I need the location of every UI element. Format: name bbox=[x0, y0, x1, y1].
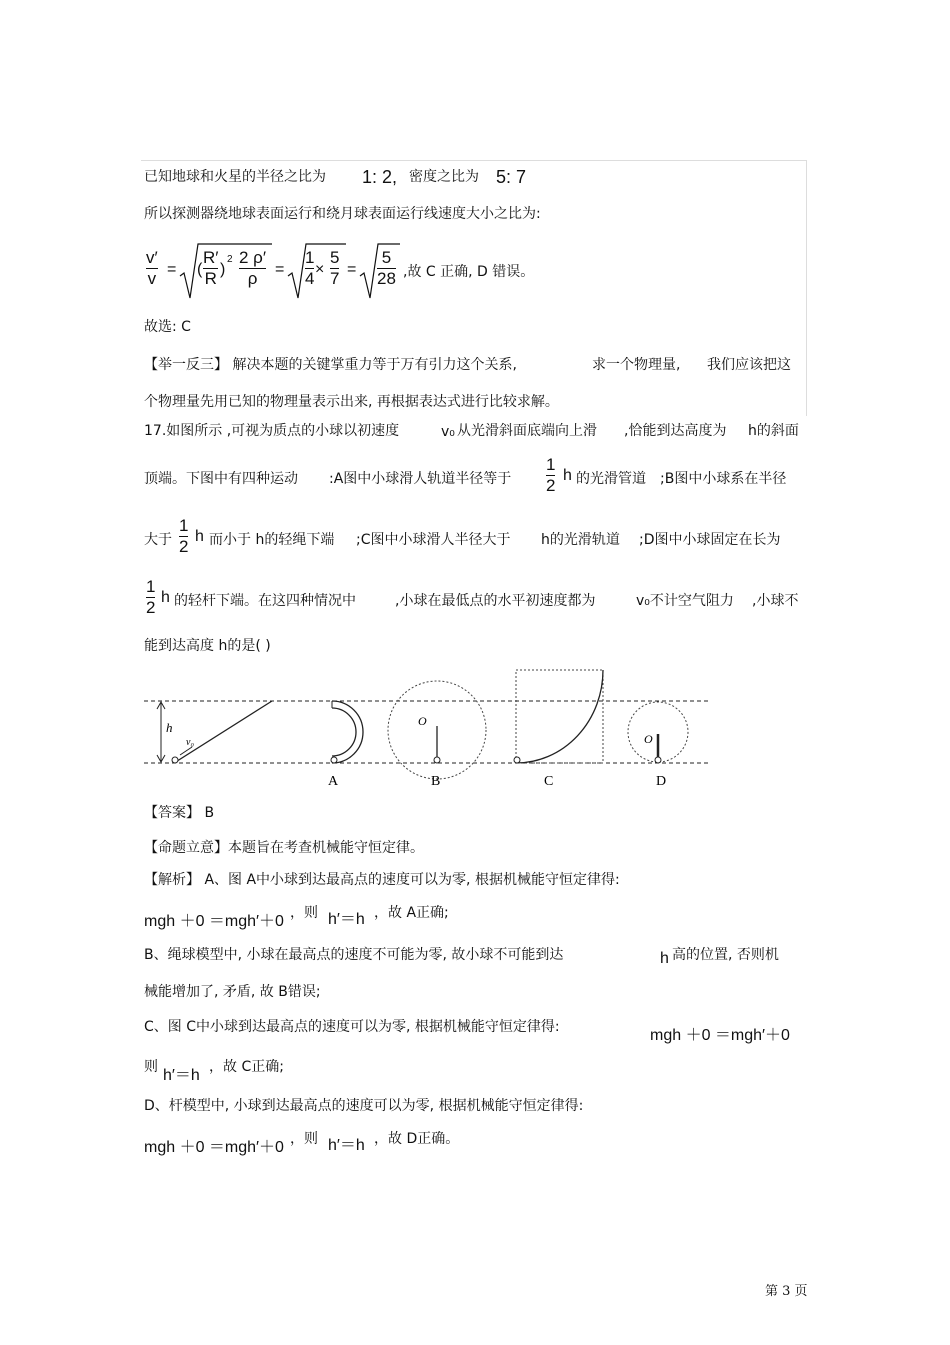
eq-a: mgh ＋0 ＝mgh′＋0 bbox=[144, 913, 284, 930]
half-fraction-2 bbox=[179, 516, 188, 557]
result-c: h′＝h bbox=[163, 1067, 200, 1084]
q17-line1-b: 从光滑斜面底端向上滑 bbox=[457, 423, 597, 439]
motion-figure bbox=[144, 668, 714, 793]
h-label: h bbox=[166, 720, 173, 735]
q17-line4-c: ,小球在最低点的水平初速度都为 bbox=[395, 593, 596, 609]
q17-line4-b: 的轻杆下端。在这四种情况中 bbox=[174, 593, 356, 609]
formula-conclusion: ,故 C 正确, D 错误。 bbox=[403, 264, 535, 280]
tip-line-1c: 我们应该把这 bbox=[707, 357, 791, 373]
analysis-intro: 【解析】 A、图 A中小球到达最高点的速度可以为零, 根据机械能守恒定律得: bbox=[144, 872, 620, 888]
choose-line: 故选: C bbox=[144, 319, 191, 335]
frac-r bbox=[203, 248, 218, 289]
v0-label: v₀ bbox=[186, 737, 194, 748]
frac-den: ρ bbox=[247, 269, 258, 288]
frac-num: 1 bbox=[546, 455, 556, 474]
then-d: ，则 bbox=[290, 1131, 318, 1147]
result-a: h′＝h bbox=[328, 911, 365, 928]
ball-incline bbox=[172, 757, 178, 763]
paren-close: ) bbox=[220, 261, 226, 278]
incline bbox=[174, 701, 272, 763]
q17-line1-a: 17.如图所示 ,可视为质点的小球以初速度 bbox=[144, 423, 400, 439]
page-number: 第 3 页 bbox=[765, 1284, 808, 1299]
frac-num: 1 bbox=[146, 577, 156, 596]
equals-2: = bbox=[275, 261, 285, 278]
q17-line4-e: ,小球不 bbox=[752, 593, 799, 609]
v0-arrow bbox=[180, 747, 192, 755]
label-d: D bbox=[656, 774, 667, 789]
frac-den: 4 bbox=[305, 269, 315, 288]
analysis-b2: 械能增加了, 矛盾, 故 B错误; bbox=[144, 984, 321, 1000]
frac-den: 2 bbox=[179, 537, 189, 556]
frac-num: v′ bbox=[146, 248, 158, 267]
conclusion-a: ，故 A正确; bbox=[374, 905, 449, 921]
eq-d: mgh ＋0 ＝mgh′＋0 bbox=[144, 1139, 284, 1156]
h-symbol-2: h bbox=[195, 528, 204, 545]
q17-line3-c: ;C图中小球滑人半径大于 bbox=[356, 532, 511, 548]
q17-line3-a: 大于 bbox=[144, 532, 172, 548]
frac-den: R bbox=[204, 269, 217, 288]
center-o-d: O bbox=[644, 732, 653, 746]
q17-line3-e: ;D图中小球固定在长为 bbox=[639, 532, 781, 548]
track-frame bbox=[516, 670, 603, 763]
center-o-b: O bbox=[418, 714, 427, 728]
frac-b bbox=[330, 248, 339, 289]
q17-line2-a: 顶端。下图中有四种运动 bbox=[144, 471, 298, 487]
q17-line2-c: 的光滑管道 bbox=[576, 471, 646, 487]
analysis-d1: D、杆模型中, 小球到达最高点的速度可以为零, 根据机械能守恒定律得: bbox=[144, 1098, 584, 1114]
half-fraction-3 bbox=[146, 577, 155, 618]
frac-num: 1 bbox=[305, 248, 315, 267]
frac-rho bbox=[239, 248, 266, 289]
paren-open: ( bbox=[197, 261, 203, 278]
tube-outer bbox=[332, 701, 363, 763]
radius-ratio: 1: 2, bbox=[362, 167, 398, 187]
frac-c bbox=[377, 248, 396, 289]
frac-v bbox=[146, 248, 158, 289]
square-exp: 2 bbox=[227, 254, 233, 265]
equals-3: = bbox=[347, 261, 357, 278]
q17-line2-b: :A图中小球滑人轨道半径等于 bbox=[329, 471, 512, 487]
frac-num: 2 ρ′ bbox=[239, 248, 267, 267]
analysis-b1: B、绳球模型中, 小球在最高点的速度不可能为零, 故小球不可能到达 bbox=[144, 947, 564, 963]
speed-ratio-text: 所以探测器绕地球表面运行和绕月球表面运行线速度大小之比为: bbox=[144, 206, 541, 222]
eq-c: mgh ＋0 ＝mgh′＋0 bbox=[650, 1027, 790, 1044]
ball-d bbox=[655, 757, 661, 763]
label-a: A bbox=[328, 774, 339, 789]
then-a: ，则 bbox=[290, 905, 318, 921]
q17-line1-c: ,恰能到达高度为 bbox=[624, 423, 727, 439]
frac-den: 2 bbox=[146, 598, 156, 617]
ball-b bbox=[434, 757, 440, 763]
frac-den: 7 bbox=[330, 269, 340, 288]
tip-line-1b: 求一个物理量, bbox=[592, 357, 681, 373]
analysis-c1: C、图 C中小球到达最高点的速度可以为零, 根据机械能守恒定律得: bbox=[144, 1019, 560, 1035]
analysis-b1-end: 高的位置, 否则机 bbox=[672, 947, 779, 963]
answer-line: 【答案】 B bbox=[144, 805, 215, 821]
frac-a bbox=[305, 248, 314, 289]
frac-den: 28 bbox=[377, 269, 396, 288]
q17-line1-h: h的斜面 bbox=[748, 423, 799, 439]
q17-v0: v₀ bbox=[441, 424, 455, 440]
frac-den: v bbox=[147, 269, 157, 288]
ball-c bbox=[514, 757, 520, 763]
frac-num: 1 bbox=[179, 516, 189, 535]
h-symbol-1: h bbox=[563, 467, 572, 484]
quarter-track bbox=[516, 670, 603, 763]
q17-line4-d: v₀不计空气阻力 bbox=[636, 593, 734, 609]
h-symbol-b: h bbox=[660, 950, 669, 967]
tube-inner bbox=[332, 708, 356, 756]
then-c: 则 bbox=[144, 1059, 158, 1075]
q17-line5: 能到达高度 h的是( ) bbox=[144, 638, 271, 654]
frac-num: 5 bbox=[330, 248, 340, 267]
label-c: C bbox=[544, 774, 554, 789]
tip-line-2: 个物理量先用已知的物理量表示出来, 再根据表达式进行比较求解。 bbox=[144, 394, 559, 410]
frac-num: 5 bbox=[381, 248, 392, 267]
h-symbol-3: h bbox=[161, 589, 170, 606]
density-label: 密度之比为 bbox=[409, 169, 479, 185]
tip-line-1a: 【举一反三】 解决本题的关键掌重力等于万有引力这个关系, bbox=[144, 357, 517, 373]
q17-line2-d: ;B图中小球系在半径 bbox=[660, 471, 787, 487]
conclusion-c: ，故 C正确; bbox=[209, 1059, 284, 1075]
times-sign: × bbox=[315, 261, 325, 278]
conclusion-d: ，故 D正确。 bbox=[374, 1131, 460, 1147]
ratio-text: 已知地球和火星的半径之比为 bbox=[144, 169, 326, 185]
intent-line: 【命题立意】本题旨在考查机械能守恒定律。 bbox=[144, 840, 424, 856]
frac-den: 2 bbox=[546, 476, 556, 495]
equals-1: = bbox=[167, 261, 177, 278]
frac-num: R′ bbox=[203, 248, 219, 267]
result-d: h′＝h bbox=[328, 1137, 365, 1154]
q17-line3-d: h的光滑轨道 bbox=[541, 532, 620, 548]
half-fraction-1 bbox=[546, 455, 555, 496]
ball-a bbox=[331, 757, 337, 763]
density-ratio: 5: 7 bbox=[496, 167, 527, 187]
q17-line3-b: 而小于 h的轻绳下端 bbox=[209, 532, 335, 548]
label-b: B bbox=[431, 774, 441, 789]
